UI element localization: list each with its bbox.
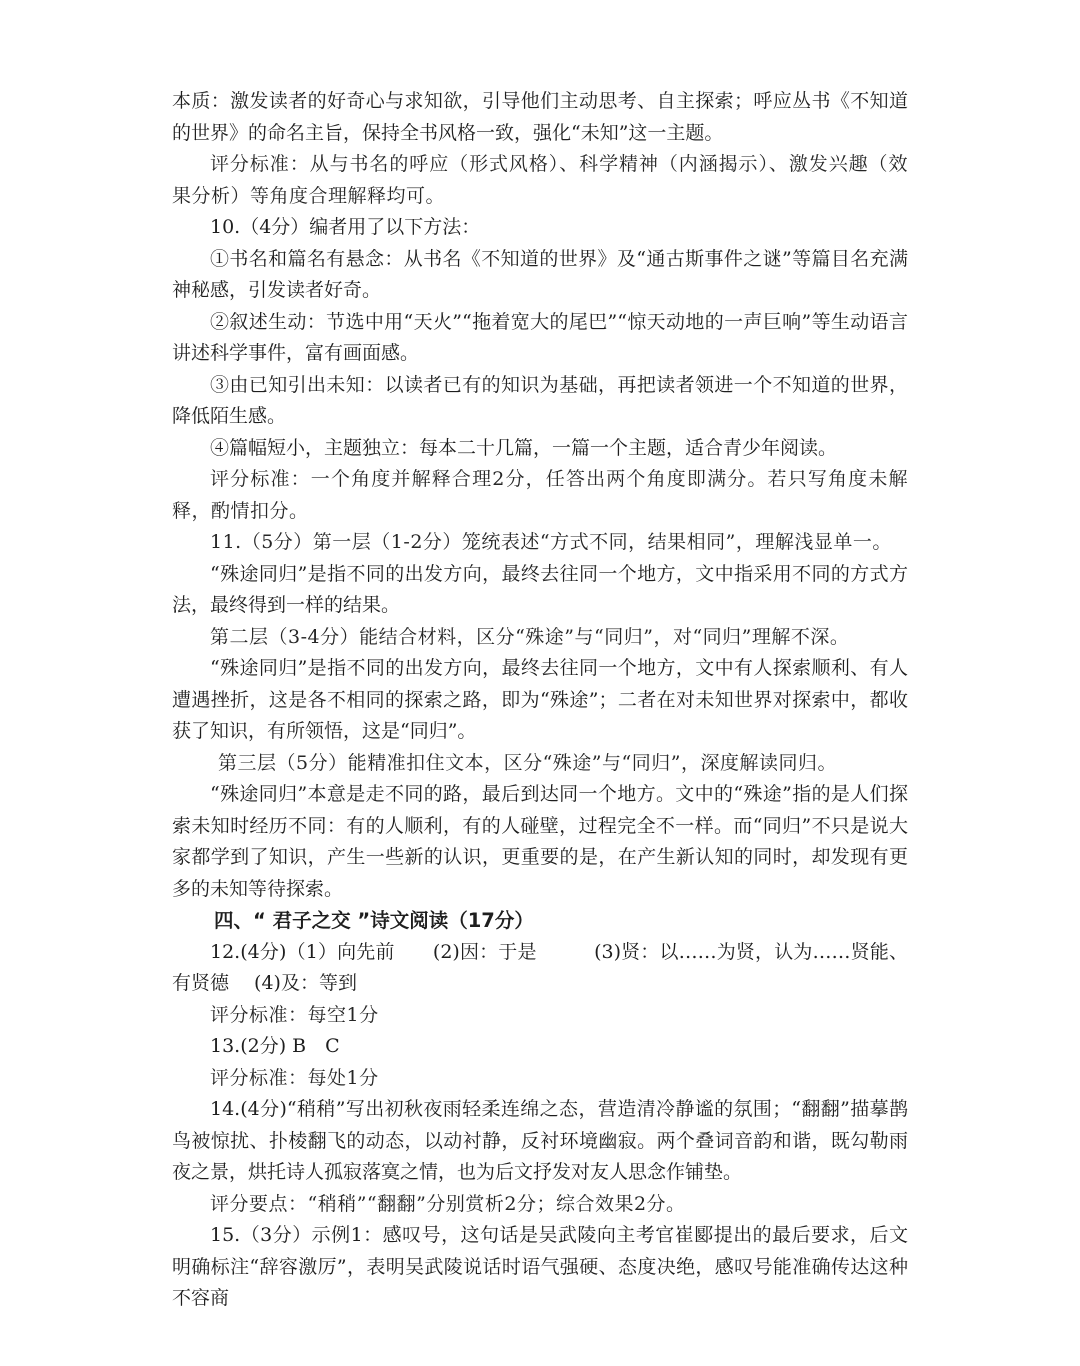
scoring-standard-13: 评分标准：每处1分 (210, 1066, 379, 1089)
section-heading-4: 四、“ 君子之交 ”诗文阅读（17分） (214, 909, 534, 932)
scoring-points-14: 评分要点：“稍稍”“翻翻”分别赏析2分；综合效果2分。 (210, 1192, 686, 1215)
answer-11-level-1: 11.（5分）第一层（1-2分）笼统表述“方式不同，结果相同”，理解浅显单一。 (210, 531, 892, 553)
scoring-standard-10: 评分标准：一个角度并解释合理2分，任答出两个角度即满分。若只写角度未解释，酌情扣分。 (172, 468, 908, 522)
paragraph-answer-9-continued: 本质：激发读者的好奇心与求知欲，引导他们主动思考、自主探索；呼应丛书《不知道的世界》的命名主旨，保持全书风格一致，强化“未知”这一主题。 (172, 90, 908, 144)
answer-10-point-3: ③由已知引出未知：以读者已有的知识为基础，再把读者领进一个不知道的世界，降低陌生感。 (172, 373, 908, 427)
answer-14: 14.(4分)“稍稍”写出初秋夜雨轻柔连绵之态，营造清冷静谧的氛围；“翻翻”描摹鹊鸟被惊扰、扑棱翻飞的动态，以动衬静，反衬环境幽寂。两个叠词音韵和谐，既勾勒雨夜之景，烘托诗人孤寂落寞之情，也为后文抒发对友人思念作铺垫。 (172, 1098, 908, 1183)
answer-12: 12.(4分)（1）向先前 (2)因：于是 (3)贤：以……为贤，认为……贤能、有贤德 (4)及：等到 (172, 940, 908, 994)
scoring-standard-12: 评分标准：每空1分 (210, 1003, 379, 1026)
answer-11-level-3-example: “殊途同归”本意是走不同的路，最后到达同一个地方。文中的“殊途”指的是人们探索未知时经历不同：有的人顺利，有的人碰壁，过程完全不一样。而“同归”不只是说大家都学到了知识，产生一些新的认识，更重要的是，在产生新认知的同时，却发现有更多的未知等待探索。 (172, 783, 908, 900)
answer-13: 13.(2分) B C (210, 1035, 340, 1057)
answer-10-point-4: ④篇幅短小，主题独立：每本二十几篇，一篇一个主题，适合青少年阅读。 (210, 436, 838, 459)
scoring-standard-9: 评分标准：从与书名的呼应（形式风格）、科学精神（内涵揭示）、激发兴趣（效果分析）等角度合理解释均可。 (172, 153, 908, 207)
answer-10-point-2: ②叙述生动：节选中用“天火”“拖着宽大的尾巴”“惊天动地的一声巨响”等生动语言讲述科学事件，富有画面感。 (172, 310, 908, 364)
answer-10-point-1: ①书名和篇名有悬念：从书名《不知道的世界》及“通古斯事件之谜”等篇目名充满神秘感，引发读者好奇。 (172, 247, 908, 301)
answer-15: 15.（3分）示例1：感叹号，这句话是吴武陵向主考官崔郾提出的最后要求，后文明确标注“辞容激厉”，表明吴武陵说话时语气强硬、态度决绝，感叹号能准确传达这种不容商 (172, 1224, 908, 1309)
answer-11-level-3: 第三层（5分）能精准扣住文本，区分“殊途”与“同归”，深度解读同归。 (218, 751, 837, 774)
answer-11-level-2: 第二层（3-4分）能结合材料，区分“殊途”与“同归”，对“同归”理解不深。 (210, 625, 850, 648)
answer-11-level-1-example: “殊途同归”是指不同的出发方向，最终去往同一个地方，文中指采用不同的方式方法，最终得到一样的结果。 (172, 562, 908, 616)
answer-10-intro: 10.（4分）编者用了以下方法： (210, 216, 481, 238)
answer-11-level-2-example: “殊途同归”是指不同的出发方向，最终去往同一个地方，文中有人探索顺利、有人遭遇挫折，这是各不相同的探索之路，即为“殊途”；二者在对未知世界对探索中，都收获了知识，有所领悟，这是“同归”。 (172, 657, 908, 742)
